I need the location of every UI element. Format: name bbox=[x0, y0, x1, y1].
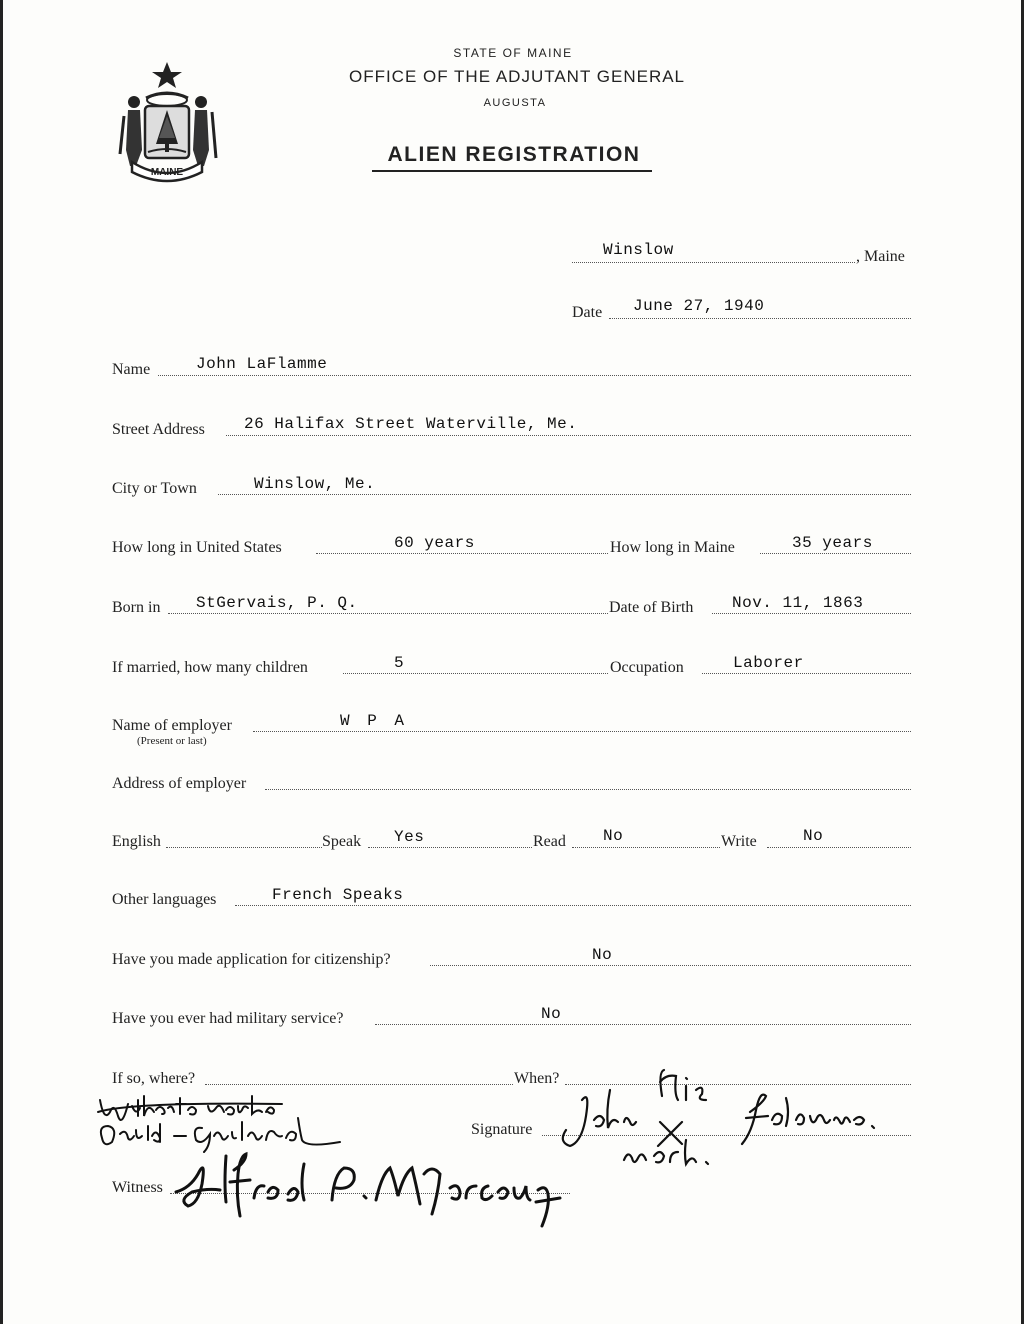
title-underline bbox=[372, 170, 652, 172]
speak-value[interactable]: Yes bbox=[394, 828, 425, 846]
header-city: AUGUSTA bbox=[483, 97, 547, 109]
city-or-town-line bbox=[218, 494, 911, 495]
military-value[interactable]: No bbox=[541, 1005, 562, 1023]
how-long-maine-label: How long in Maine bbox=[610, 539, 735, 556]
city-or-town-label: City or Town bbox=[112, 480, 197, 497]
how-long-us-value[interactable]: 60 years bbox=[394, 534, 475, 552]
read-line bbox=[572, 847, 720, 848]
employer-value[interactable]: W P A bbox=[340, 712, 409, 730]
street-address-label: Street Address bbox=[112, 421, 205, 438]
seal-motto-text: DIRIGO bbox=[156, 100, 178, 106]
children-label: If married, how many children bbox=[112, 659, 308, 676]
occupation-line bbox=[702, 673, 911, 674]
employer-address-line bbox=[265, 789, 911, 790]
form-title: ALIEN REGISTRATION bbox=[387, 143, 641, 166]
header-office: OFFICE OF THE ADJUTANT GENERAL bbox=[348, 67, 686, 86]
other-languages-line bbox=[235, 905, 911, 906]
employer-address-label: Address of employer bbox=[112, 775, 247, 792]
born-in-label: Born in bbox=[112, 599, 161, 616]
date-of-birth-label: Date of Birth bbox=[609, 599, 694, 616]
write-value[interactable]: No bbox=[803, 827, 824, 845]
place-value[interactable]: Winslow bbox=[603, 241, 674, 259]
military-line bbox=[375, 1024, 911, 1025]
witness-handwriting bbox=[168, 1144, 588, 1228]
english-label: English bbox=[112, 833, 161, 850]
employer-line bbox=[253, 731, 911, 732]
write-line bbox=[767, 847, 911, 848]
other-languages-value[interactable]: French Speaks bbox=[272, 886, 404, 904]
place-suffix: , Maine bbox=[856, 248, 905, 265]
city-or-town-value[interactable]: Winslow, Me. bbox=[254, 475, 376, 493]
read-value[interactable]: No bbox=[603, 827, 624, 845]
street-address-line bbox=[226, 435, 911, 436]
speak-line bbox=[368, 847, 532, 848]
citizenship-value[interactable]: No bbox=[592, 946, 613, 964]
born-in-line bbox=[168, 613, 608, 614]
read-label: Read bbox=[533, 833, 566, 850]
how-long-us-line bbox=[316, 553, 608, 554]
when-label: When? bbox=[514, 1070, 560, 1087]
seal-banner-text: MAINE bbox=[150, 167, 184, 178]
born-in-value[interactable]: StGervais, P. Q. bbox=[196, 594, 358, 612]
children-value[interactable]: 5 bbox=[394, 654, 405, 672]
date-value[interactable]: June 27, 1940 bbox=[633, 297, 765, 315]
employer-sublabel: (Present or last) bbox=[137, 735, 207, 747]
date-line bbox=[609, 318, 911, 319]
military-label: Have you ever had military service? bbox=[112, 1010, 344, 1027]
english-line bbox=[166, 847, 322, 848]
header-state: STATE OF MAINE bbox=[453, 46, 573, 60]
name-label: Name bbox=[112, 361, 151, 378]
name-value[interactable]: John LaFlamme bbox=[196, 355, 328, 373]
date-of-birth-line bbox=[712, 613, 911, 614]
how-long-us-label: How long in United States bbox=[112, 539, 282, 556]
witness-label: Witness bbox=[112, 1179, 163, 1196]
children-line bbox=[343, 673, 608, 674]
occupation-label: Occupation bbox=[610, 659, 684, 676]
street-address-value[interactable]: 26 Halifax Street Waterville, Me. bbox=[244, 415, 578, 433]
speak-label: Speak bbox=[322, 833, 362, 850]
place-line bbox=[572, 262, 855, 263]
how-long-maine-line bbox=[760, 553, 911, 554]
citizenship-label: Have you made application for citizenship? bbox=[112, 951, 391, 968]
signature-handwriting bbox=[546, 1060, 886, 1180]
other-languages-label: Other languages bbox=[112, 891, 217, 908]
citizenship-line bbox=[430, 965, 911, 966]
if-so-where-label: If so, where? bbox=[112, 1070, 196, 1087]
employer-label: Name of employer bbox=[112, 717, 232, 734]
write-label: Write bbox=[721, 833, 757, 850]
how-long-maine-value[interactable]: 35 years bbox=[792, 534, 873, 552]
occupation-value[interactable]: Laborer bbox=[733, 654, 804, 672]
date-of-birth-value[interactable]: Nov. 11, 1863 bbox=[732, 594, 864, 612]
name-line bbox=[158, 375, 911, 376]
date-label: Date bbox=[572, 304, 603, 321]
signature-label: Signature bbox=[471, 1121, 533, 1138]
